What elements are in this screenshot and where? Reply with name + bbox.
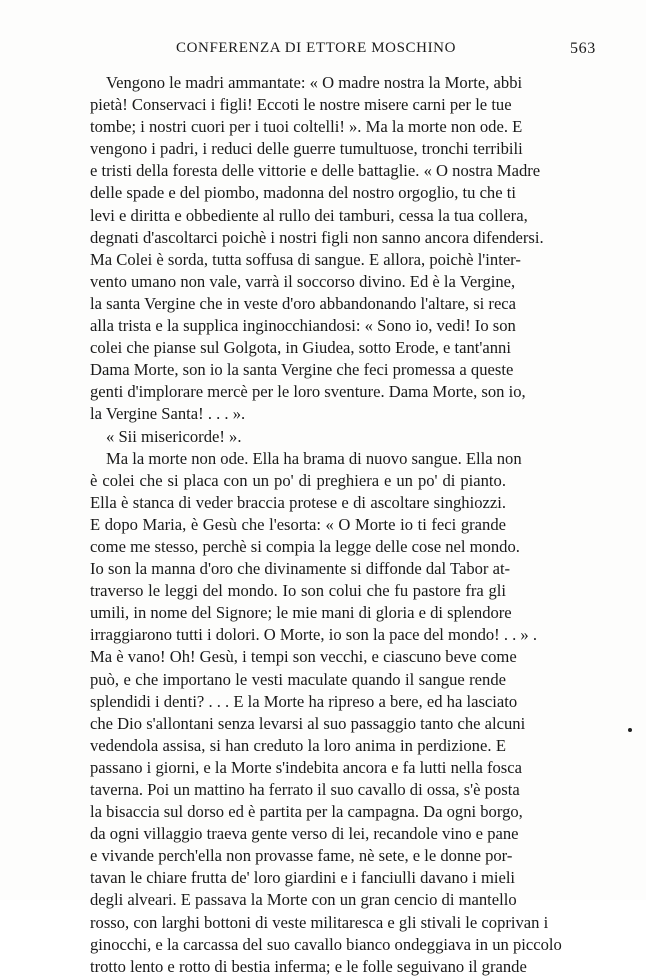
text-line: vengono i padri, i reduci delle guerre tumultuose, tronchi terribili <box>90 139 523 159</box>
text-line: e tristi della foresta delle vittorie e delle battaglie. « O nostra Madre <box>90 161 541 181</box>
text-line: Ma Colei è sorda, tutta soffusa di sangue. E allora, poichè l'inter- <box>90 249 521 269</box>
text-line: la Vergine Santa! . . . ». <box>90 404 246 424</box>
text-line: può, e che importano le vesti maculate quando il sangue rende <box>90 669 506 689</box>
text-line: splendidi i denti? . . . E la Morte ha ripreso a bere, ed ha lasciato <box>90 691 518 711</box>
text-line: umili, in nome del Signore; le mie mani di gloria e di splendore <box>90 603 512 623</box>
text-line: Dama Morte, son io la santa Vergine che feci promessa a queste <box>90 360 514 380</box>
text-line: la santa Vergine che in veste d'oro abbandonando l'altare, si reca <box>90 293 517 313</box>
text-line: Ma la morte non ode. Ella ha brama di nuovo sangue. Ella non <box>106 448 522 468</box>
margin-speck <box>628 728 632 732</box>
text-line: la bisaccia sul dorso ed è partita per la campagna. Da ogni borgo, <box>90 802 523 822</box>
text-line: rosso, con larghi bottoni di veste militaresca e gli stivali le coprivan i <box>90 912 549 932</box>
running-title: CONFERENZA DI ETTORE MOSCHINO <box>176 40 457 56</box>
text-line: trotto lento e rotto di bestia inferma; e le folle seguivano il grande <box>90 956 527 976</box>
text-line: « Sii misericorde! ». <box>106 426 242 446</box>
text-line: che Dio s'allontani senza levarsi al suo passaggio tanto che alcuni <box>90 713 526 733</box>
text-line: pietà! Conservaci i figli! Eccoti le nostre misere carni per le tue <box>90 95 512 115</box>
text-line: da ogni villaggio traeva gente verso di lei, recandole vino e pane <box>90 824 519 844</box>
text-line: levi e diritta e obbediente al rullo dei tamburi, cessa la tua collera, <box>90 205 528 225</box>
text-line: tombe; i nostri cuori per i tuoi coltelli! ». Ma la morte non ode. E <box>90 117 523 137</box>
text-line: Ella è stanca di veder braccia protese e di ascoltare singhiozzi. <box>90 492 506 512</box>
text-line: traverso le leggi del mondo. Io son colui che fu pastore fra gli <box>90 581 506 601</box>
text-line: degli alveari. E passava la Morte con un gran cencio di mantello <box>90 890 517 910</box>
text-line: e vivande perch'ella non provasse fame, nè sete, e le donne por- <box>90 846 513 866</box>
page-number: 563 <box>570 40 596 57</box>
text-line: Io son la manna d'oro che divinamente si diffonde dal Tabor at- <box>90 559 511 579</box>
text-line: Ma è vano! Oh! Gesù, i tempi son vecchi, e ciascuno beve come <box>90 647 517 667</box>
text-line: è colei che si placa con un po' di preghiera e un po' di pianto. <box>90 470 506 490</box>
text-line: vedendola assisa, si han creduto la loro anima in perdizione. E <box>90 735 506 755</box>
text-line: alla trista e la supplica inginocchiandosi: « Sono io, vedi! Io son <box>90 316 516 336</box>
text-line: delle spade e del piombo, madonna del nostro orgoglio, tu che ti <box>90 183 516 203</box>
text-line: E dopo Maria, è Gesù che l'esorta: « O Morte io ti feci grande <box>90 514 506 534</box>
body-text <box>90 72 562 978</box>
text-line: colei che pianse sul Golgota, in Giudea, sotto Erode, e tant'anni <box>90 338 511 358</box>
text-line: passano i giorni, e la Morte s'indebita ancora e fa lutti nella fosca <box>90 757 522 777</box>
text-line: ginocchi, e la carcassa del suo cavallo bianco ondeggiava in un piccolo <box>90 934 562 954</box>
text-line: vento umano non vale, varrà il soccorso divino. Ed è la Vergine, <box>90 271 516 291</box>
text-line: come me stesso, perchè si compia la legge delle cose nel mondo. <box>90 536 520 556</box>
text-line: degnati d'ascoltarci poichè i nostri figli non sanno ancora difendersi. <box>90 227 544 247</box>
text-line: taverna. Poi un mattino ha ferrato il suo cavallo di ossa, s'è posta <box>90 780 520 799</box>
text-line: Vengono le madri ammantate: « O madre nostra la Morte, abbi <box>106 73 523 92</box>
text-line: tavan le chiare frutta de' loro giardini e i fanciulli davano i mieli <box>90 868 516 888</box>
text-line: genti d'implorare mercè per le loro sventure. Dama Morte, son io, <box>90 382 526 402</box>
text-line: irraggiarono tutti i dolori. O Morte, io son la pace del mondo! . . » . <box>90 625 538 645</box>
